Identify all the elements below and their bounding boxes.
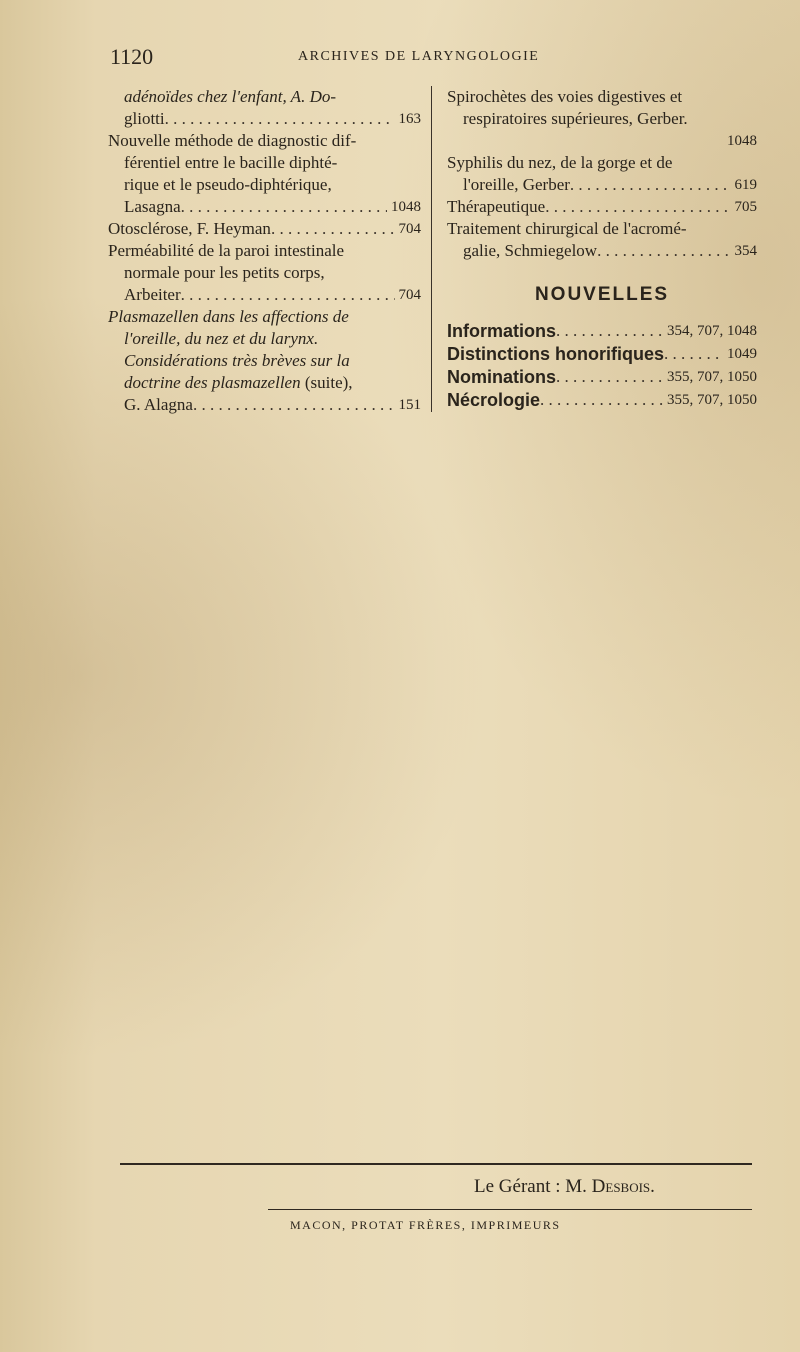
printer-imprint: MACON, PROTAT FRÈRES, IMPRIMEURS <box>290 1218 561 1232</box>
entry-leader-line <box>447 343 757 365</box>
page-reference: 704 <box>398 287 421 303</box>
page-number: 1120 <box>110 44 154 69</box>
news-item <box>447 366 757 388</box>
news-section-title: NOUVELLES <box>534 284 670 305</box>
entry-line: Considérations très brèves sur la <box>124 351 350 370</box>
page-reference: 1048 <box>391 199 421 215</box>
dot-leader <box>271 218 395 240</box>
news-item <box>447 389 757 411</box>
entry-line: adénoïdes chez l'enfant, A. Do- <box>124 87 337 106</box>
entry-leader-line <box>108 284 421 306</box>
dot-leader <box>165 108 395 130</box>
page-reference: 163 <box>398 111 421 127</box>
entry-line: Plasmazellen dans les affections de <box>108 307 349 326</box>
right-column <box>447 86 757 412</box>
entry-line: férentiel entre le bacille diphté- <box>124 153 338 172</box>
news-item <box>447 320 757 342</box>
entry-leader-line <box>447 389 757 411</box>
entry-line: Thérapeutique <box>447 197 546 216</box>
dot-leader <box>193 394 395 416</box>
entry-line-roman: (suite), <box>300 373 353 392</box>
entry-line: Arbeiter <box>124 285 181 304</box>
news-item <box>447 343 757 365</box>
dot-leader <box>556 320 663 342</box>
entry-leader-line <box>447 196 757 218</box>
dot-leader <box>181 284 395 306</box>
entry-leader-line <box>108 108 421 130</box>
entry-line: Perméabilité de la paroi intestinale <box>108 241 345 260</box>
entry-line <box>108 372 421 394</box>
entry-line: G. Alagna <box>124 395 193 414</box>
news-item-label: Distinctions honorifiques <box>447 344 665 364</box>
entry-line: Nouvelle méthode de diagnostic dif- <box>108 131 357 150</box>
dot-leader <box>181 196 387 218</box>
index-entry <box>108 306 421 416</box>
dot-leader <box>570 174 731 196</box>
page-reference: 1049 <box>727 346 757 362</box>
entry-line: respiratoires supérieures, Gerber. <box>463 109 688 128</box>
dot-leader <box>664 343 723 365</box>
index-entry <box>108 130 421 218</box>
entry-line: l'oreille, du nez et du larynx. <box>124 329 319 348</box>
column-divider <box>431 86 432 412</box>
entry-line: gliotti <box>124 109 165 128</box>
index-entry <box>108 240 421 306</box>
index-entry <box>447 218 757 262</box>
page-reference: 354, 707, 1048 <box>667 323 757 339</box>
dot-leader <box>545 196 730 218</box>
page-reference: 704 <box>398 221 421 237</box>
entry-leader-line <box>447 174 757 196</box>
entry-line: Spirochètes des voies digestives et <box>447 87 683 106</box>
index-entry <box>447 196 757 218</box>
news-item-label: Informations <box>447 321 557 341</box>
index-entry <box>447 152 757 196</box>
entry-leader-line <box>447 320 757 342</box>
dot-leader <box>540 389 663 411</box>
left-column <box>108 86 421 416</box>
dot-leader <box>597 240 730 262</box>
manager-name: Desbois. <box>591 1176 655 1197</box>
entry-leader-line <box>447 240 757 262</box>
manager-prefix: Le Gérant : M. <box>474 1176 592 1197</box>
running-head: ARCHIVES DE LARYNGOLOGIE <box>298 49 540 64</box>
page-reference: 151 <box>398 397 421 413</box>
page-reference: 354 <box>734 243 757 259</box>
page-reference: 705 <box>734 199 757 215</box>
entry-leader-line <box>447 366 757 388</box>
entry-line: rique et le pseudo-diphtérique, <box>124 175 332 194</box>
news-item-label: Nécrologie <box>447 390 541 410</box>
entry-leader-line <box>108 394 421 416</box>
entry-line: Lasagna <box>124 197 181 216</box>
entry-line: Otosclérose, F. Heyman <box>108 219 271 238</box>
news-item-label: Nominations <box>447 367 557 387</box>
entry-line: Traitement chirurgical de l'acromé- <box>447 219 687 238</box>
news-list <box>447 320 757 411</box>
entry-line-italic: doctrine des plasmazellen <box>124 373 301 392</box>
page-reference: 1048 <box>727 133 757 149</box>
dot-leader <box>556 366 663 388</box>
entry-line: l'oreille, Gerber <box>463 175 570 194</box>
page-reference: 355, 707, 1050 <box>667 392 757 408</box>
index-entry <box>108 218 421 240</box>
entry-line: Syphilis du nez, de la gorge et de <box>447 153 673 172</box>
entry-line: normale pour les petits corps, <box>124 263 325 282</box>
manager-signature <box>474 1176 655 1198</box>
index-entry <box>108 86 421 130</box>
footer-rule <box>120 1163 752 1165</box>
page-reference: 355, 707, 1050 <box>667 369 757 385</box>
entry-line: galie, Schmiegelow <box>463 241 598 260</box>
footer-rule <box>268 1209 752 1210</box>
entry-leader-line <box>108 218 421 240</box>
index-entry <box>447 86 757 152</box>
page-reference: 619 <box>734 177 757 193</box>
entry-leader-line <box>108 196 421 218</box>
